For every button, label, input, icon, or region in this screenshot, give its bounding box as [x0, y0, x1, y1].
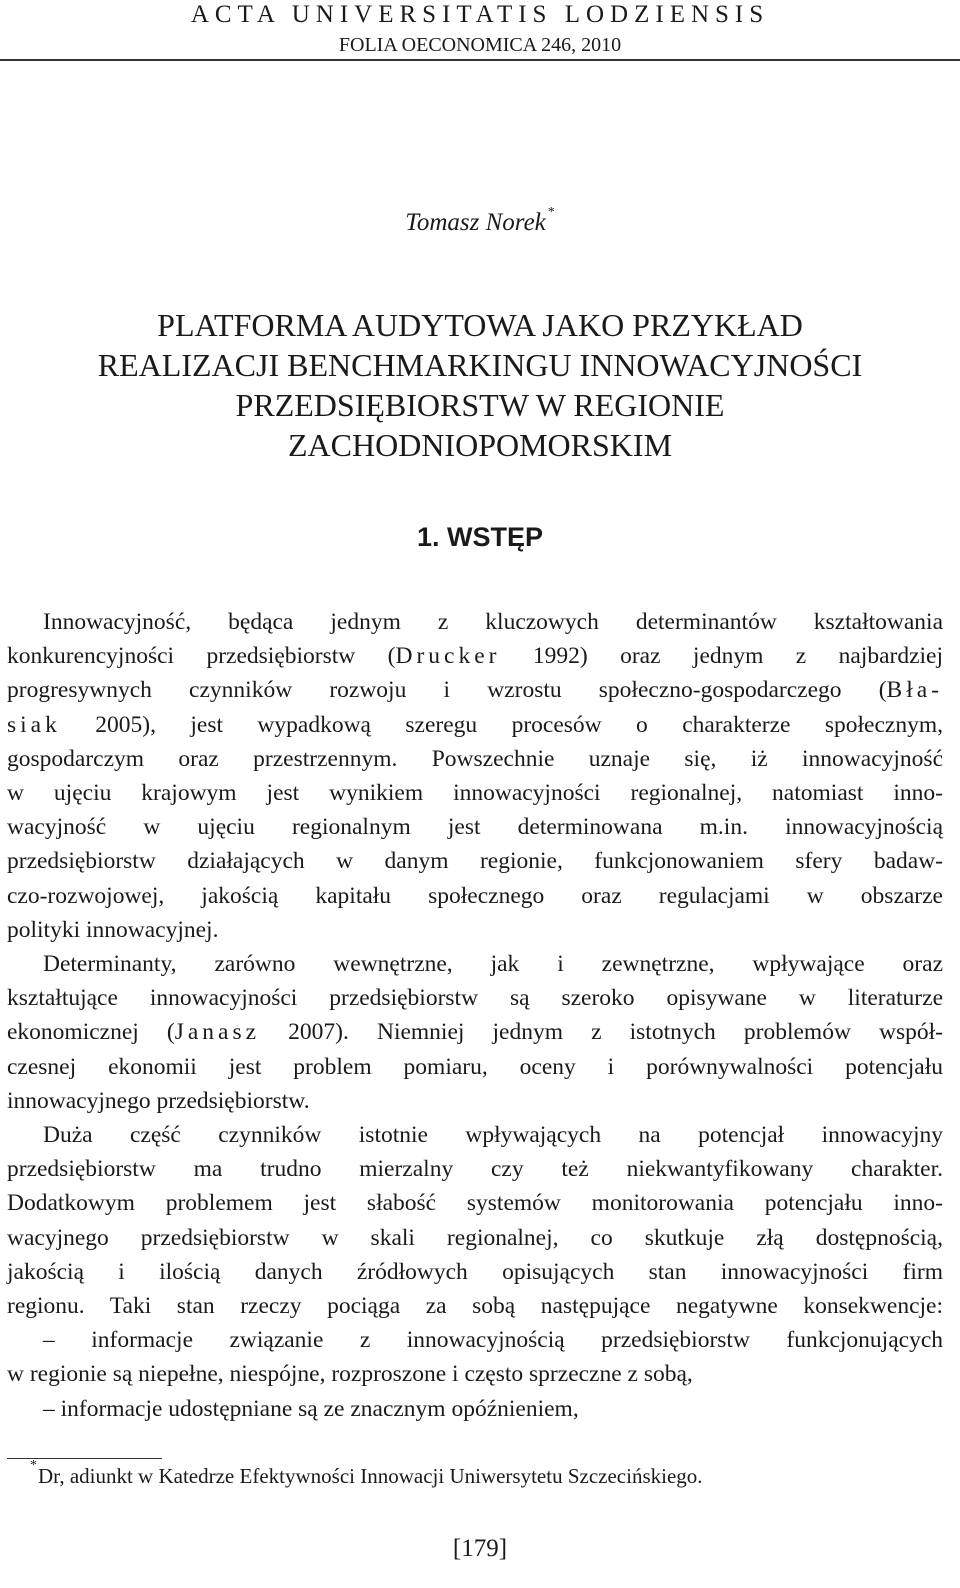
text-line: progresywnych czynników rozwoju i wzrostu społeczno-gospodarczego (Bła-: [7, 677, 943, 704]
footnote-mark: *: [30, 1458, 37, 1473]
title-line: PLATFORMA AUDYTOWA JAKO PRZYKŁAD: [157, 307, 803, 343]
citation-author: Bła-: [886, 677, 943, 704]
title-line: REALIZACJI BENCHMARKINGU INNOWACYJNOŚCI: [97, 347, 863, 383]
citation-author: Janasz: [174, 1019, 261, 1046]
text-line: innowacyjnego przedsiębiorstw.: [7, 1087, 310, 1114]
author-line: [0, 205, 960, 237]
text-line: Determinanty, zarówno wewnętrzne, jak i zewnętrzne, wpływające oraz: [43, 951, 943, 978]
footnote: [30, 1458, 703, 1489]
text-line: ekonomicznej (Janasz 2007). Niemniej jednym z istotnych problemów współ-: [7, 1019, 943, 1046]
journal-folio: FOLIA OECONOMICA 246, 2010: [338, 34, 622, 56]
header-rule: [0, 59, 960, 61]
text-line: regionu. Taki stan rzeczy pociąga za sobą następujące negatywne konsekwencje:: [7, 1293, 943, 1320]
body-text: [7, 605, 943, 1426]
text-line: w ujęciu krajowym jest wynikiem innowacyjności regionalnej, natomiast inno-: [7, 780, 943, 807]
text-line: siak 2005), jest wypadkową szeregu procesów o charakterze społecznym,: [7, 711, 943, 738]
text-line: przedsiębiorstw działających w danym regionie, funkcjonowaniem sfery badaw-: [7, 848, 943, 875]
footnote-text: Dr, adiunkt w Katedrze Efektywności Innowacji Uniwersytetu Szczecińskiego.: [38, 1464, 703, 1488]
text-line: wacyjnego przedsiębiorstw w skali regionalnej, co skutkuje złą dostępnością,: [7, 1224, 943, 1251]
text-line: gospodarczym oraz przestrzennym. Powszechnie uznaje się, iż innowacyjność: [7, 745, 943, 772]
page-number: [179]: [452, 1535, 508, 1562]
paper-title: [0, 305, 960, 465]
text-line: Innowacyjność, będąca jednym z kluczowych determinantów kształtowania: [43, 609, 943, 635]
author-name: Tomasz Norek: [405, 209, 546, 236]
text-line: wacyjność w ujęciu regionalnym jest determinowana m.in. innowacyjnością: [7, 814, 943, 841]
list-item-continuation: w regionie są niepełne, niespójne, rozproszone i często sprzeczne z sobą,: [7, 1361, 693, 1388]
list-item: – informacje udostępniane są ze znacznym opóźnieniem,: [43, 1395, 579, 1422]
author-footnote-mark: *: [547, 205, 555, 220]
text-line: polityki innowacyjnej.: [7, 916, 219, 943]
text-line: przedsiębiorstw ma trudno mierzalny czy też niekwantyfikowany charakter.: [7, 1156, 943, 1183]
citation-author: siak: [7, 711, 61, 738]
text-line: kształtujące innowacyjności przedsiębiorstw są szeroko opisywane w literaturze: [7, 985, 943, 1012]
text-line: konkurencyjności przedsiębiorstw (Drucker 1992) oraz jednym z najbardziej: [7, 643, 943, 670]
text-line: Dodatkowym problemem jest słabość systemów monitorowania potencjału inno-: [7, 1190, 943, 1217]
journal-header: [0, 0, 960, 58]
title-line: ZACHODNIOPOMORSKIM: [287, 427, 673, 463]
section-heading: 1. WSTĘP: [416, 522, 544, 552]
journal-name: ACTA UNIVERSITATIS LODZIENSIS: [190, 1, 770, 28]
text-line: Duża część czynników istotnie wpływających na potencjał innowacyjny: [43, 1122, 943, 1149]
list-item: – informacje związanie z innowacyjnością przedsiębiorstw funkcjonujących: [43, 1327, 943, 1354]
citation-author: Drucker: [395, 643, 501, 670]
text-line: czesnej ekonomii jest problem pomiaru, oceny i porównywalności potencjału: [7, 1053, 943, 1080]
title-line: PRZEDSIĘBIORSTW W REGIONIE: [235, 387, 725, 423]
text-line: jakością i ilością danych źródłowych opisujących stan innowacyjności firm: [7, 1258, 943, 1285]
text-line: czo-rozwojowej, jakością kapitału społecznego oraz regulacjami w obszarze: [7, 882, 943, 909]
